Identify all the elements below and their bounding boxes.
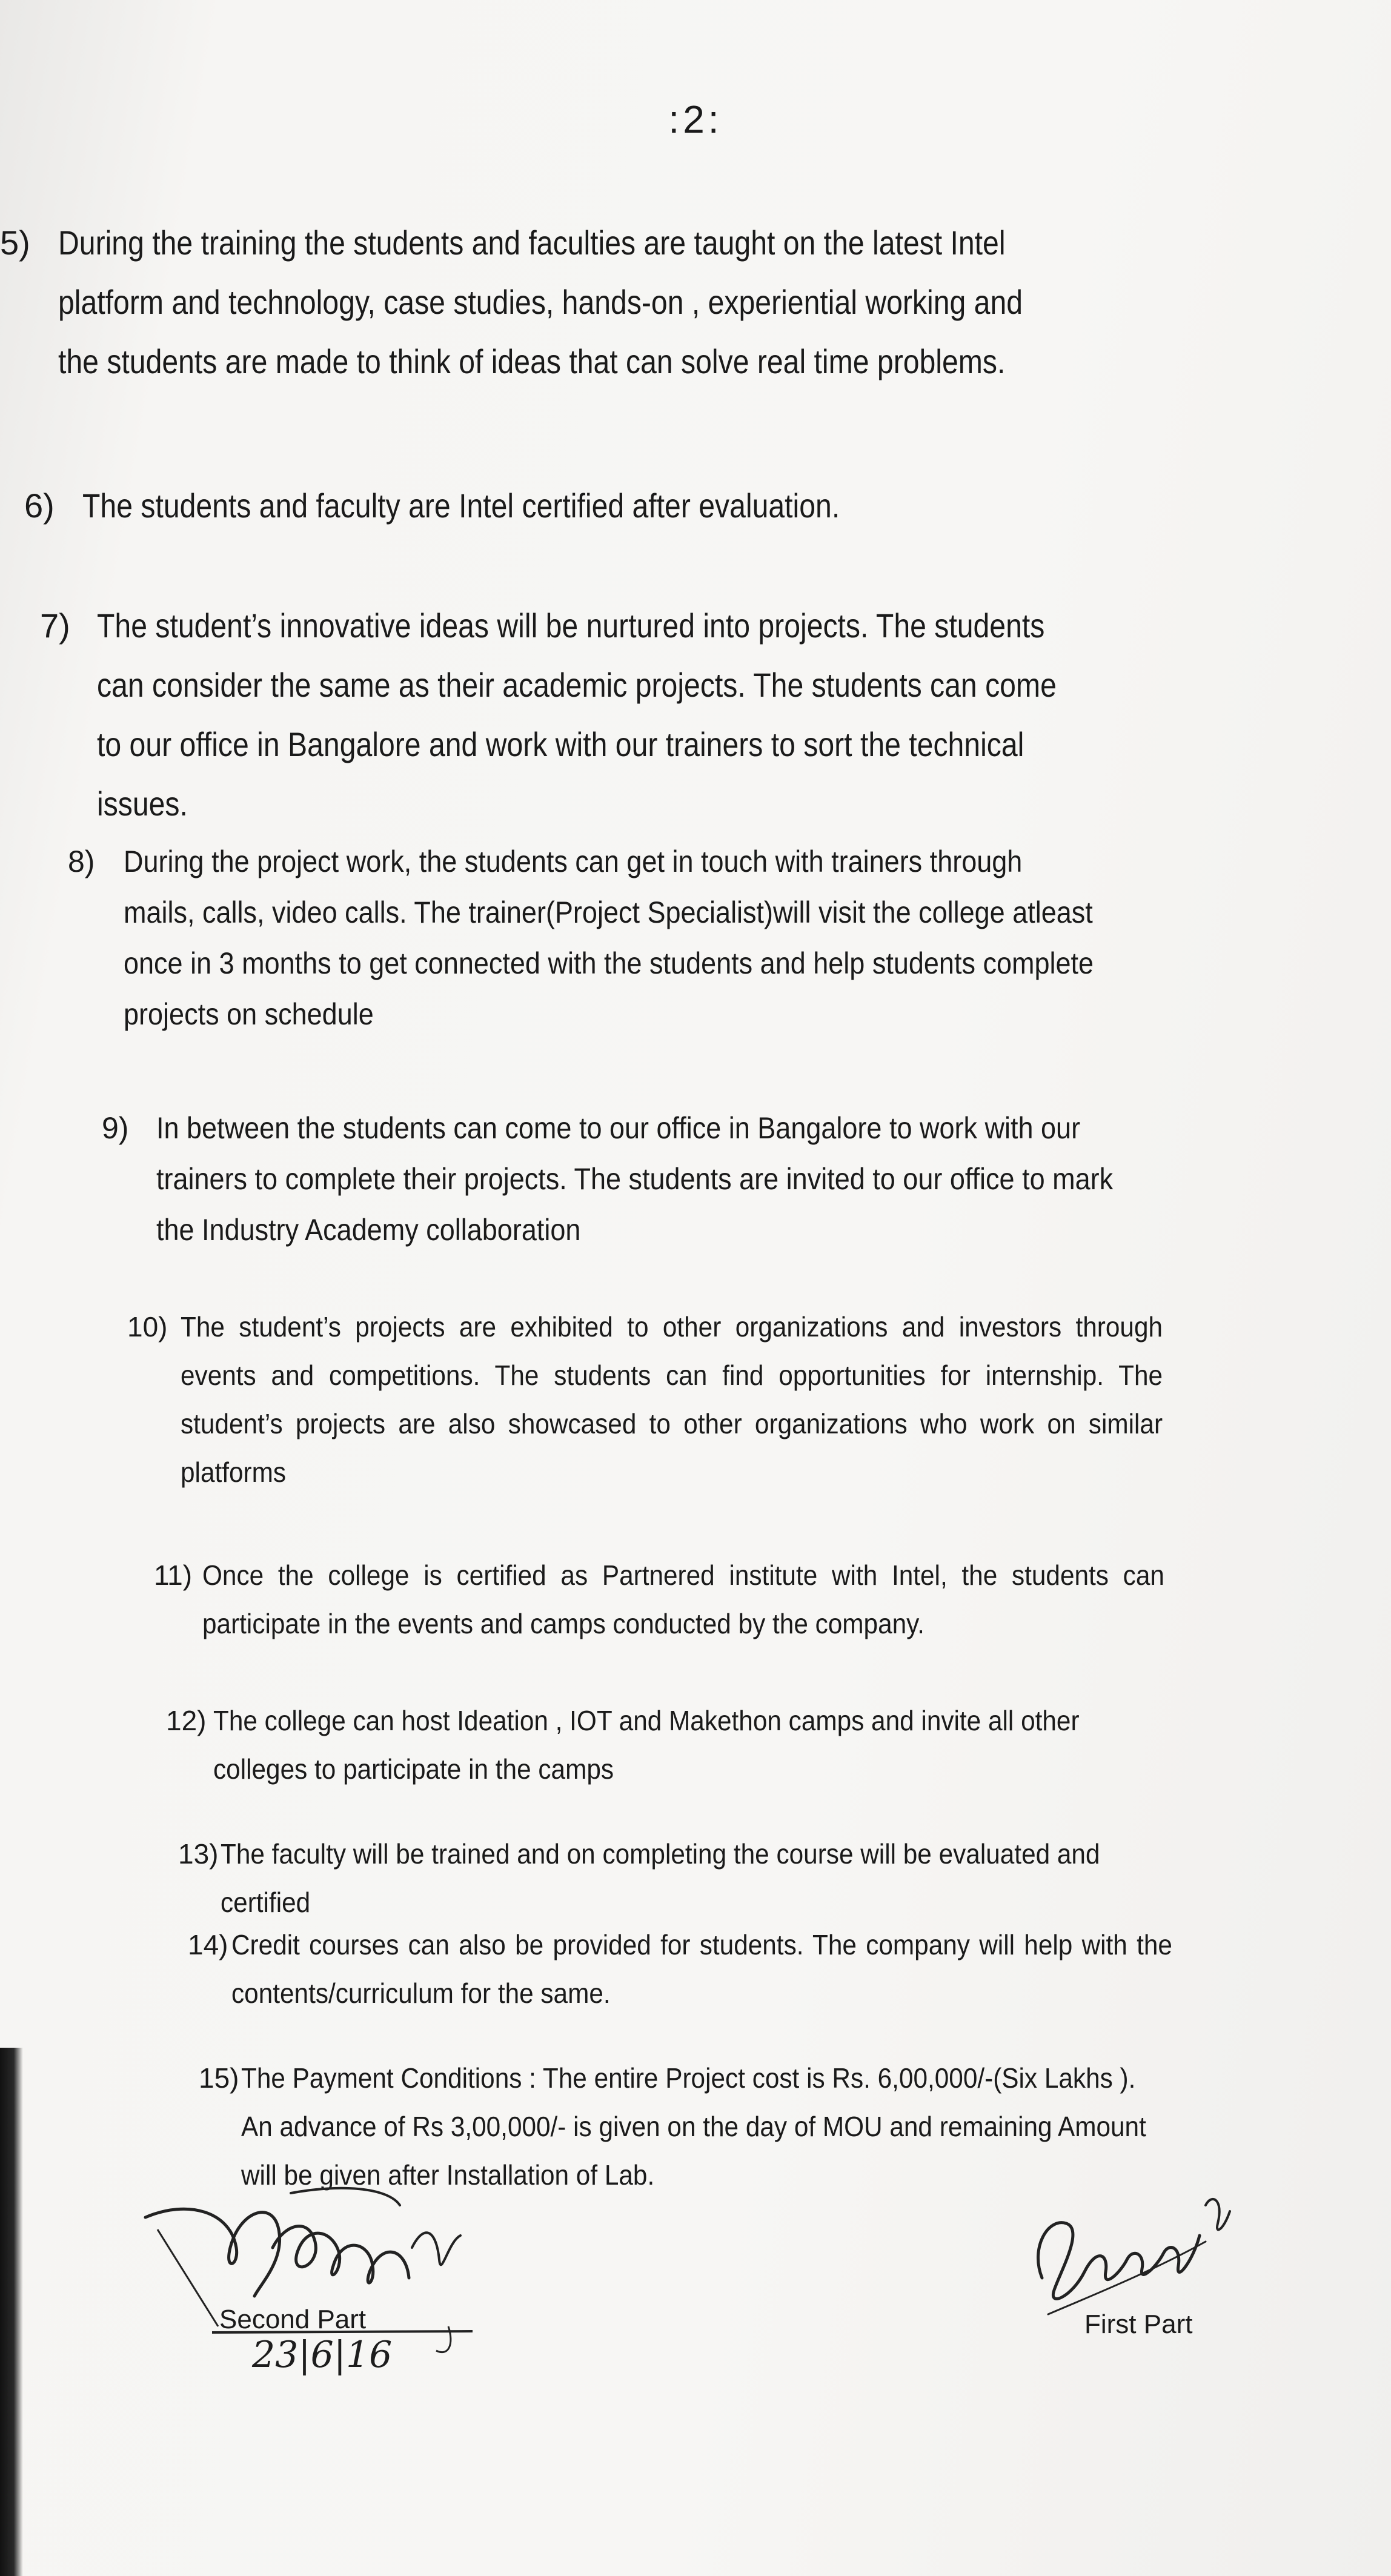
list-item-13 (178, 1830, 1263, 1927)
list-item-number: 14) (188, 1929, 228, 1960)
list-item-number: 10) (127, 1311, 168, 1343)
list-item-number: 13) (178, 1838, 219, 1870)
list-item-6 (24, 476, 1175, 536)
second-part-label: Second Part (219, 2305, 367, 2334)
list-item-text: Once the college is certified as Partnered institute with Intel, the students can participate in the events and camps conducted by the company. (202, 1559, 1164, 1639)
list-item-14 (188, 1920, 1254, 2017)
list-item-11 (154, 1551, 1248, 1648)
first-part-label: First Part (1084, 2309, 1193, 2339)
list-item-9 (102, 1103, 1241, 1255)
list-item-7 (40, 596, 1227, 834)
second-part-date: 23|6|16 (252, 2334, 393, 2376)
list-item-number: 5) (0, 224, 30, 262)
list-item-number: 8) (68, 845, 95, 878)
list-item-12 (166, 1696, 1257, 1793)
list-item-text: The college can host Ideation , IOT and Makethon camps and invite all other colleges to participate in the camps (213, 1705, 1080, 1785)
list-item-number: 9) (102, 1111, 129, 1145)
first-part-signature-block (1006, 2169, 1260, 2351)
list-item-text: The student’s innovative ideas will be nurtured into projects. The students can consider the same as their academic projects. The students can come to our office in Bangalore and work with our trainers to sort the technical issues. (97, 606, 1057, 823)
list-item-number: 6) (24, 486, 55, 525)
list-item-5 (0, 213, 1230, 391)
second-part-signature-block (133, 2175, 521, 2381)
list-item-number: 15) (199, 2062, 239, 2094)
list-item-number: 11) (154, 1559, 193, 1591)
list-item-text: The students and faculty are Intel certified after evaluation. (82, 486, 840, 525)
list-item-8 (68, 836, 1207, 1040)
list-item-number: 7) (40, 606, 70, 645)
page-number: :2: (668, 98, 723, 141)
list-item-text: During the training the students and faculties are taught on the latest Intel platform and technology, case studies, hands-on , experiential working and the students are made to think of ideas that can solve real time problems. (58, 224, 1023, 380)
list-item-text: During the project work, the students can get in touch with trainers through mails, calls, video calls. The trainer(Project Specialist)will visit the college atleast once in 3 months to get connected with the students and help students complete projects on schedule (124, 845, 1094, 1031)
list-item-text: The faculty will be trained and on completing the course will be evaluated and certified (221, 1838, 1100, 1918)
list-item-text: In between the students can come to our office in Bangalore to work with our trainers to complete their projects. The students are invited to our office to mark the Industry Academy collaboration (156, 1111, 1114, 1247)
list-item-text: The student’s projects are exhibited to other organizations and investors through events and competitions. The students can find opportunities for internship. The student’s projects are also showcased to other organizations who work on similar platforms (181, 1311, 1163, 1488)
list-item-text: Credit courses can also be provided for students. The company will help with the contents/curriculum for the same. (231, 1929, 1172, 2009)
list-item-number: 12) (166, 1705, 207, 1736)
binding-shadow (0, 2048, 23, 2576)
list-item-text: The Payment Conditions : The entire Project cost is Rs. 6,00,000/-(Six Lakhs ). An advance of Rs 3,00,000/- is given on the day of MOU and remaining Amount will be given after Installation of Lab. (241, 2062, 1146, 2191)
list-item-10 (127, 1303, 1248, 1496)
